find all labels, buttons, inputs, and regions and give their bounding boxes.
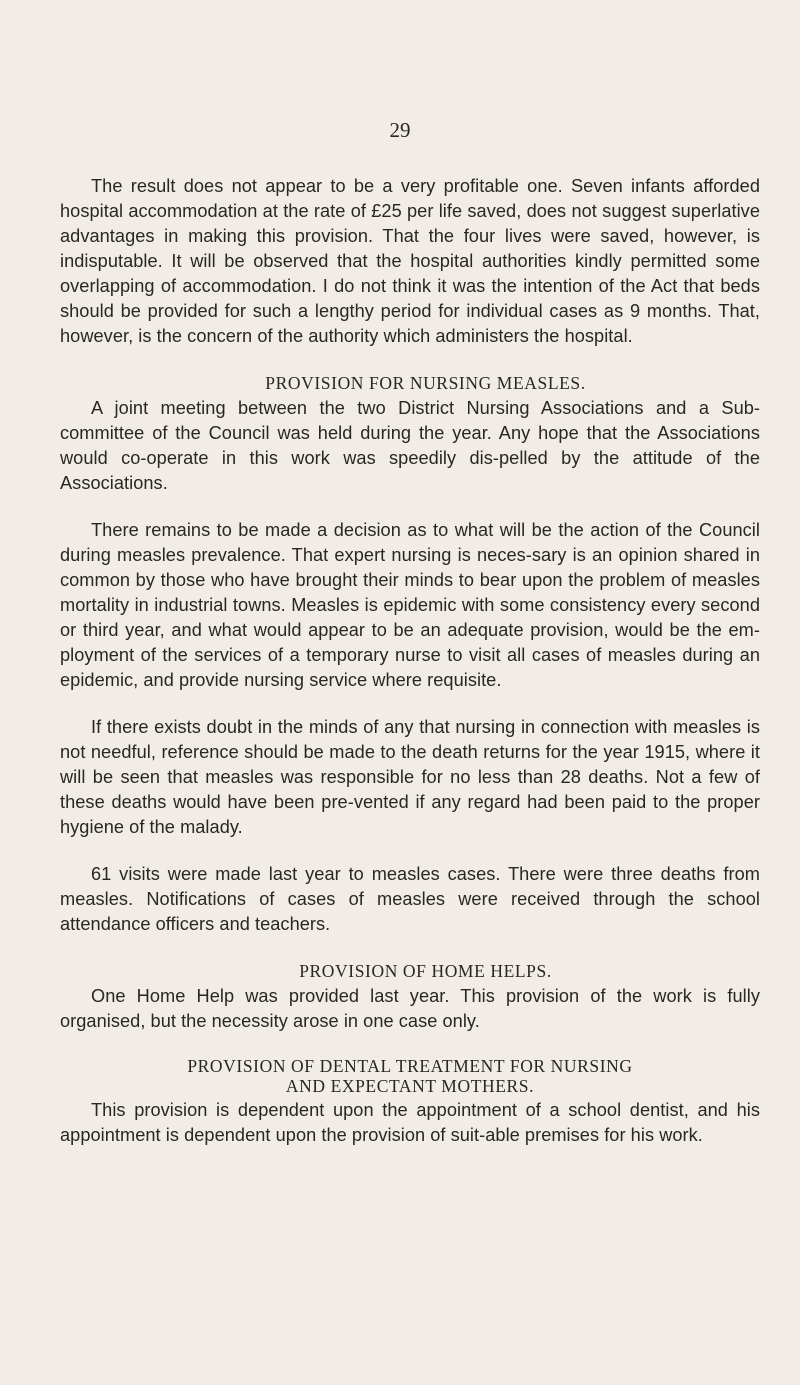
heading-dental-line-2: AND EXPECTANT MOTHERS. — [285, 1076, 535, 1096]
document-body — [60, 174, 760, 1148]
paragraph-council-decision: There remains to be made a decision as to what will be the action of the Council during measles prevalence. That expert nursing is neces-sary is an opinion shared in common by those who have brought their minds to bear upon the problem of measles mortality in industrial towns. Measles is epidemic with some consistency every second or third year, and what would appear to be an adequate provision, would be the em-ployment of the services of a temporary nurse to visit all cases of measles during an epidemic, and provide nursing service where requisite. — [60, 520, 760, 690]
heading-nursing-measles: PROVISION FOR NURSING MEASLES. — [265, 373, 586, 393]
paragraph-hospital-result: The result does not appear to be a very profitable one. Seven infants afforded hospital accommodation at the rate of £25 per life saved, does not suggest superlative advantages in making this provision. That the four lives were saved, however, is indisputable. It will be observed that the hospital authorities kindly permitted some overlapping of accommodation. I do not think it was the intention of the Act that beds should be provided for such a lengthy period for individual cases as 9 months. That, however, is the concern of the authority which administers the hospital. — [60, 176, 760, 346]
paragraph-home-help: One Home Help was provided last year. This provision of the work is fully organised, but the necessity arose in one case only. — [60, 986, 760, 1031]
heading-dental-line-1: PROVISION OF DENTAL TREATMENT FOR NURSING — [187, 1056, 633, 1076]
paragraph-death-returns: If there exists doubt in the minds of any that nursing in connection with measles is not needful, reference should be made to the death returns for the year 1915, where it will be seen that measles was responsible for no less than 28 deaths. Not a few of these deaths would have been pre-vented if any regard had been paid to the proper hygiene of the malady. — [60, 717, 760, 837]
heading-home-helps: PROVISION OF HOME HELPS. — [299, 961, 552, 981]
paragraph-measles-visits: 61 visits were made last year to measles cases. There were three deaths from measles. Notifications of cases of measles were received through the school attendance officers and teachers. — [60, 864, 760, 934]
paragraph-joint-meeting: A joint meeting between the two District Nursing Associations and a Sub-committee of the Council was held during the year. Any hope that the Associations would co-operate in this work was speedily dis-pelled by the attitude of the Associations. — [60, 398, 760, 493]
heading-dental-treatment — [60, 1056, 760, 1096]
page-number: 29 — [389, 118, 411, 142]
paragraph-school-dentist: This provision is dependent upon the appointment of a school dentist, and his appointment is dependent upon the provision of suit-able premises for his work. — [60, 1100, 760, 1145]
